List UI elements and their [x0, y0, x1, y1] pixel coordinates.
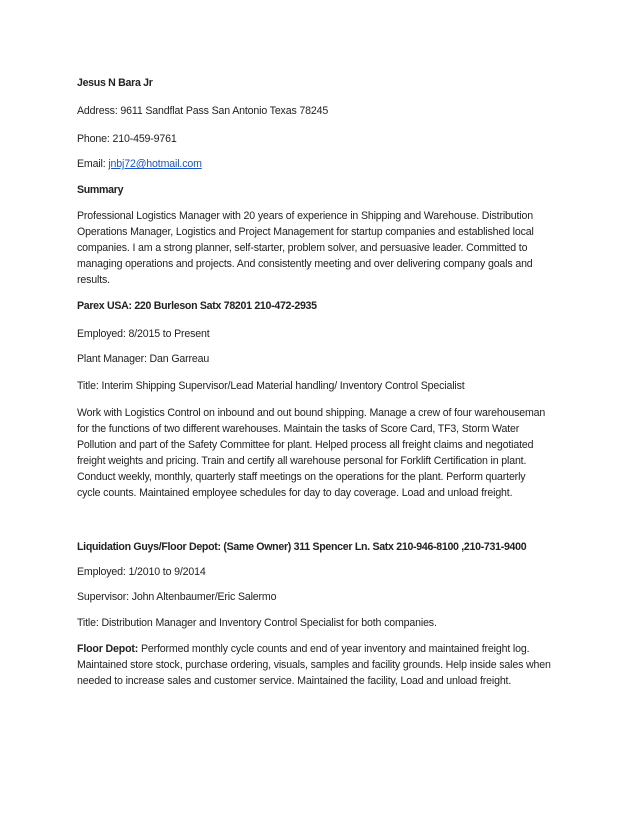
job-title: Title: Interim Shipping Supervisor/Lead Material handling/ Inventory Control Specialist — [77, 380, 465, 392]
summary-heading: Summary — [77, 184, 124, 196]
summary-line: Professional Logistics Manager with 20 years of experience in Shipping and Warehouse. Distribution — [77, 210, 533, 222]
address-line: Address: 9611 Sandflat Pass San Antonio Texas 78245 — [77, 105, 329, 117]
candidate-name: Jesus N Bara Jr — [77, 77, 153, 89]
job-description-line: needed to increase sales and customer service. Maintained the facility, Load and unload freight. — [77, 675, 512, 687]
job-description-line — [77, 641, 577, 657]
job-description — [77, 641, 577, 689]
summary-line: Operations Manager, Logistics and Project Management for startup companies and established local — [77, 226, 534, 238]
summary-line: managing operations and projects. And consistently meeting and over delivering company goals and — [77, 258, 533, 270]
job-description-line: Pollution and part of the Safety Committee for plant. Helped process all freight claims and negotiated — [77, 439, 534, 451]
job-description-line: Maintained store stock, purchase ordering, visuals, samples and facility grounds. Help inside sales when — [77, 659, 551, 671]
email-label: Email: — [77, 158, 109, 170]
job-employer: Liquidation Guys/Floor Depot: (Same Owner) 311 Spencer Ln. Satx 210-946-8100 ,210-731-9400 — [77, 541, 527, 553]
job-title: Title: Distribution Manager and Inventory Control Specialist for both companies. — [77, 617, 437, 629]
email-line — [77, 158, 202, 171]
job-description-line: freight weights and pricing. Train and certify all warehouse personal for Forklift Certification in plant. — [77, 455, 527, 467]
job-employed: Employed: 8/2015 to Present — [77, 328, 210, 340]
job-description — [77, 405, 577, 501]
job-description-line: cycle counts. Maintained employee schedules for day to day coverage. Load and unload freight. — [77, 487, 513, 499]
email-link[interactable]: jnbj72@hotmail.com — [108, 158, 202, 170]
job-supervisor: Supervisor: John Altenbaumer/Eric Salermo — [77, 591, 277, 603]
description-lead: Floor Depot: — [77, 643, 139, 655]
job-description-line: Work with Logistics Control on inbound and out bound shipping. Manage a crew of four warehouseman — [77, 407, 546, 419]
description-text: Performed monthly cycle counts and end of year inventory and maintained freight log. — [138, 643, 530, 655]
summary-line: results. — [77, 274, 110, 286]
job-description-line: for the functions of two different warehouses. Maintain the tasks of Score Card, TF3, Storm Water — [77, 423, 520, 435]
job-employed: Employed: 1/2010 to 9/2014 — [77, 566, 206, 578]
phone-line: Phone: 210-459-9761 — [77, 133, 177, 145]
summary-paragraph — [77, 208, 577, 288]
summary-line: companies. I am a strong planner, self-starter, problem solver, and persuasive leader. Committed to — [77, 242, 528, 254]
job-description-line: Conduct weekly, monthly, quarterly staff meetings on the operations for the plant. Perform quarterly — [77, 471, 526, 483]
job-manager: Plant Manager: Dan Garreau — [77, 353, 210, 365]
job-employer: Parex USA: 220 Burleson Satx 78201 210-472-2935 — [77, 300, 317, 312]
